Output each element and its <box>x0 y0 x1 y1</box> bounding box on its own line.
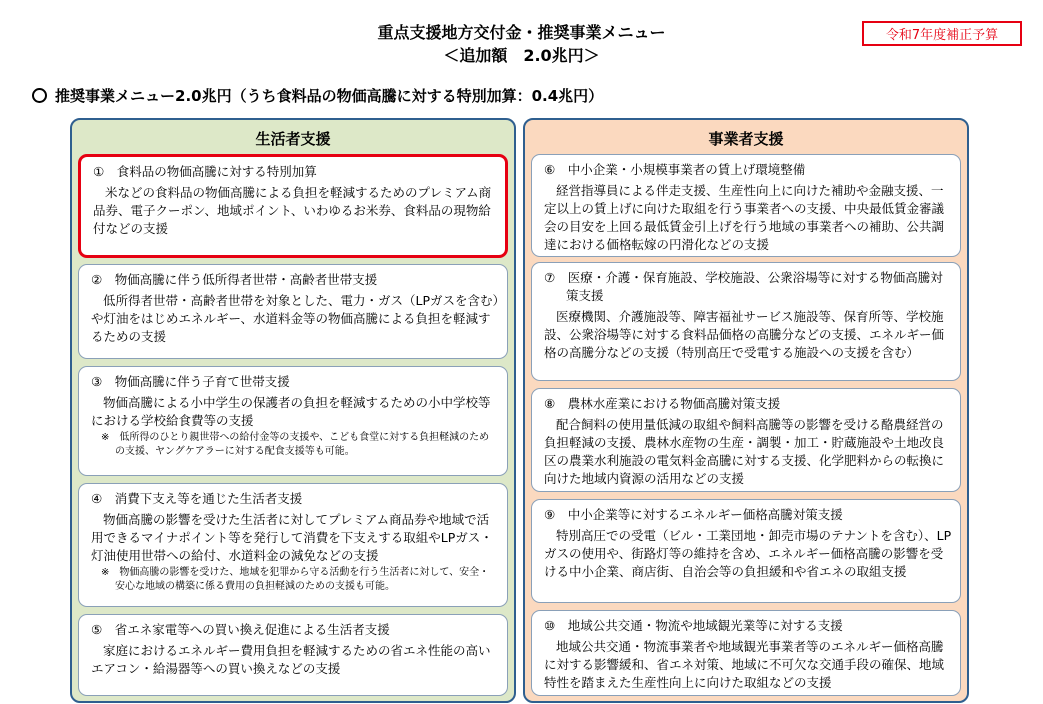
menu-card-1 <box>78 154 508 258</box>
menu-summary <box>32 85 603 106</box>
card-body: 物価高騰による小中学生の保護者の負担を軽減するための小中学校等における学校給食費等の支援 <box>91 395 491 428</box>
card-body: 物価高騰の影響を受けた生活者に対してプレミアム商品券や地域で活用できるマイナポイント等を発行して消費を下支えする取組やLPガス・灯油使用世帯への給付、水道料金の減免などの支援 <box>91 512 493 563</box>
menu-card-9 <box>531 499 961 603</box>
card-title: ⑦ 医療・介護・保育施設、学校施設、公衆浴場等に対する物価高騰対策支援 <box>544 270 943 303</box>
menu-summary-text: 推奨事業メニュー2.0兆円（うち食料品の物価高騰に対する特別加算：0.4兆円） <box>55 87 604 105</box>
page-title: 重点支援地方交付金・推奨事業メニュー <box>377 23 666 42</box>
menu-card-6 <box>531 154 961 257</box>
card-title: ② 物価高騰に伴う低所得者世帯・高齢者世帯支援 <box>91 272 378 287</box>
card-body: 米などの食料品の物価高騰による負担を軽減するためのプレミアム商品券、電子クーポン、地域ポイント、いわゆるお米券、食料品の現物給付などの支援 <box>93 185 492 236</box>
card-title: ⑥ 中小企業・小規模事業者の賃上げ環境整備 <box>544 162 806 177</box>
card-body: 家庭におけるエネルギー費用負担を軽減するための省エネ性能の高いエアコン・給湯器等への買い換えなどの支援 <box>91 643 491 676</box>
total-amount: ＜追加額 2.0兆円＞ <box>443 46 600 65</box>
card-title: ⑨ 中小企業等に対するエネルギー価格高騰対策支援 <box>544 507 843 522</box>
menu-card-10 <box>531 610 961 696</box>
menu-card-4 <box>78 483 508 607</box>
budget-badge: 令和7年度補正予算 <box>862 21 1022 46</box>
card-title: ④ 消費下支え等を通じた生活者支援 <box>91 491 303 506</box>
card-title: ⑧ 農林水産業における物価高騰対策支援 <box>544 396 781 411</box>
card-note: ※ 物価高騰の影響を受けた、地域を犯罪から守る活動を行う生活者に対して、安全・安心な地域の構築に係る費用の負担軽減のための支援も可能。 <box>101 567 490 592</box>
menu-card-8 <box>531 388 961 492</box>
business-support-heading: 事業者支援 <box>708 130 784 148</box>
card-body: 低所得者世帯・高齢者世帯を対象とした、電力・ガス（LPガスを含む）や灯油をはじめエネルギー、水道料金等の物価高騰による負担を軽減するための支援 <box>91 293 499 344</box>
card-body: 経営指導員による伴走支援、生産性向上に向けた補助や金融支援、一定以上の賃上げに向けた取組を行う事業者への支援、中央最低賃金審議会の目安を上回る最低賃金引上げを行う地域の事業者への補助、公共調達における価格転嫁の円滑化などの支援 <box>544 183 945 252</box>
card-title: ① 食料品の物価高騰に対する特別加算 <box>93 164 317 179</box>
card-body: 特別高圧での受電（ビル・工業団地・卸売市場のテナントを含む）、LPガスの使用や、街路灯等の維持を含め、エネルギー価格高騰の影響を受ける中小企業、商店街、自治会等の負担緩和や省エネの取組支援 <box>544 528 952 579</box>
menu-card-3 <box>78 366 508 476</box>
card-title: ③ 物価高騰に伴う子育て世帯支援 <box>91 374 290 389</box>
card-body: 地域公共交通・物流事業者や地域観光事業者等のエネルギー価格高騰に対する影響緩和、省エネ対策、地域に不可欠な交通手段の確保、地域特性を踏まえた生産性向上に向けた取組などの支援 <box>544 639 945 690</box>
card-body: 配合飼料の使用量低減の取組や飼料高騰等の影響を受ける酪農経営の負担軽減の支援、農林水産物の生産・調製・加工・貯蔵施設や土地改良区の農業水利施設の電気料金高騰に対する支援、化学肥料からの転換に向けた地域内資源の活用などの支援 <box>544 417 945 486</box>
business-support-panel <box>523 118 969 703</box>
card-body: 医療機関、介護施設等、障害福祉サービス施設等、保育所等、学校施設、公衆浴場等に対する食料品価格の高騰分などの支援、エネルギー価格の高騰分などの支援（特別高圧で受電する施設への支援を含む） <box>544 309 945 360</box>
resident-support-heading: 生活者支援 <box>255 130 331 148</box>
menu-card-2 <box>78 264 508 359</box>
menu-card-7 <box>531 262 961 381</box>
menu-card-5 <box>78 614 508 696</box>
circle-bullet-icon <box>32 88 47 103</box>
card-note: ※ 低所得のひとり親世帯への給付金等の支援や、こども食堂に対する負担軽減のための支援、ヤングケアラーに対する配食支援等も可能。 <box>101 432 490 457</box>
resident-support-panel <box>70 118 516 703</box>
card-title: ⑩ 地域公共交通・物流や地域観光業等に対する支援 <box>544 618 843 633</box>
card-title: ⑤ 省エネ家電等への買い換え促進による生活者支援 <box>91 622 390 637</box>
